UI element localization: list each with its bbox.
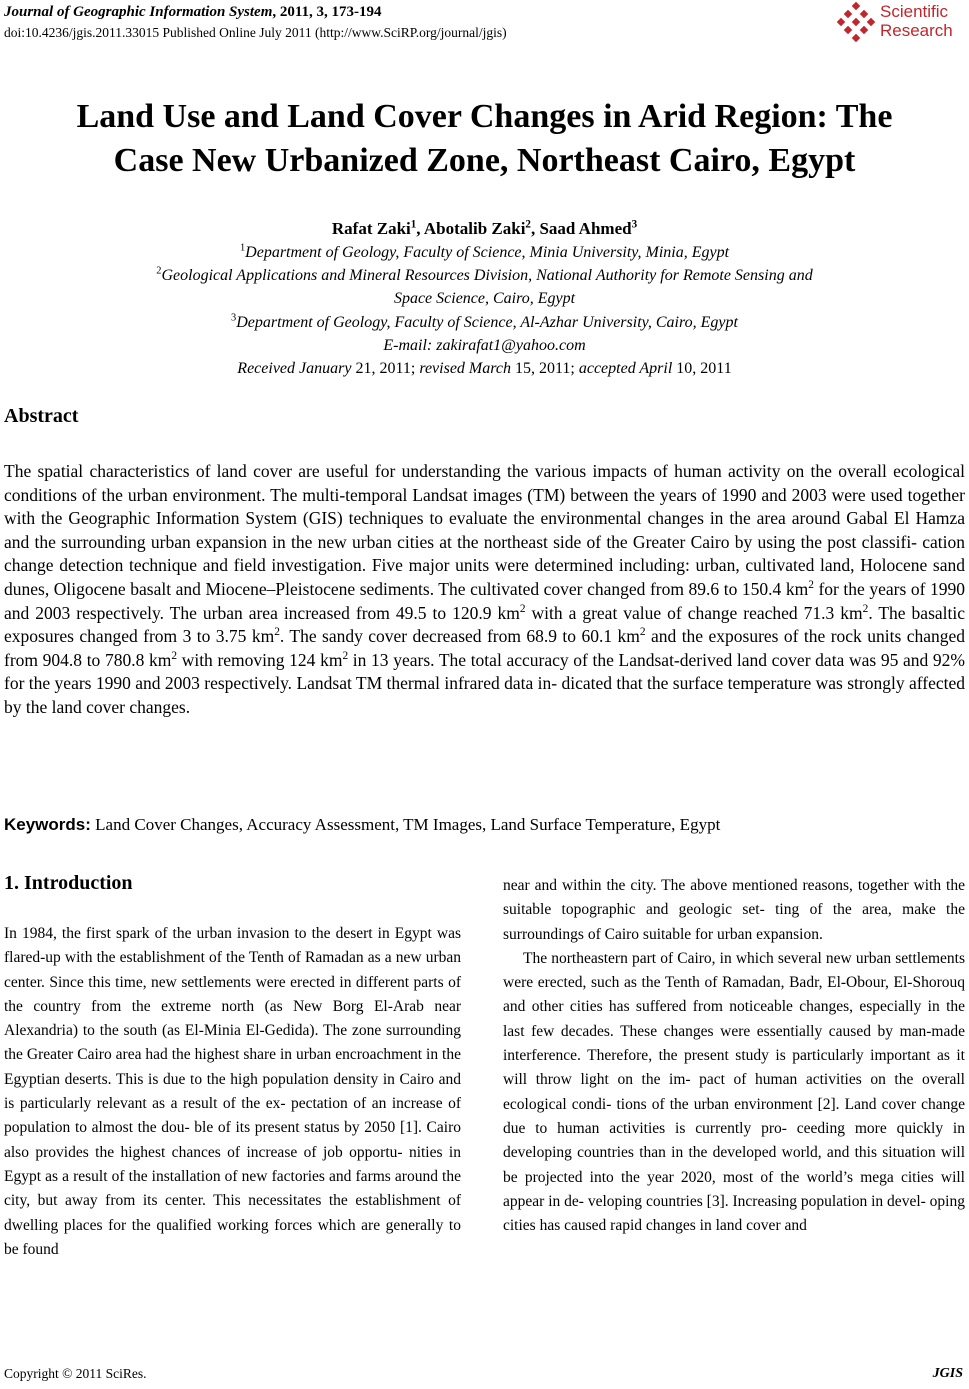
superscript: 2 xyxy=(639,626,646,639)
introduction-heading: 1. Introduction xyxy=(4,872,133,894)
abstract-text: and the exposures of the rock units changed from 904.8 to 780.8 km xyxy=(4,626,965,670)
affiliation-3 xyxy=(0,312,969,333)
author-affiliation-mark: 3 xyxy=(631,218,638,231)
abstract-text: with removing 124 km xyxy=(177,649,343,670)
revised-label: revised March xyxy=(419,360,511,377)
publisher-logo-line2: Research xyxy=(880,21,953,40)
superscript: 2 xyxy=(342,649,349,662)
publisher-logo-icon xyxy=(837,1,877,43)
publisher-logo-line1: Scientific xyxy=(880,2,949,21)
abstract-heading: Abstract xyxy=(4,405,79,427)
affiliation-2-continued: Space Science, Cairo, Egypt xyxy=(393,290,576,307)
affiliation-mark: 1 xyxy=(239,242,246,254)
paper-title-line1: Land Use and Land Cover Changes in Arid Region: The xyxy=(76,98,893,135)
abstract-text: The spatial characteristics of land cover are useful for understanding the various impacts of human activity on the overall ecological conditions of the urban environment. The multi-temporal Landsat images (TM) between the years of 1990 and 2003 were used together with the Geographic Information System (GIS) techniques to evaluate the environmental changes in the area around Gabal El Hamza and the surrounding urban expansion in the new urban cities at the northeast side of the Greater Cairo by using the post classifi- cation change detection technique and field investigation. Five major units were determined including: urban, cultivated land, Holocene sand dunes, Oligocene basalt and Miocene–Pleistocene sediments. The cultivated cover changed from 89.6 to 150.4 km xyxy=(4,461,965,599)
revised-date: 15, 2011; xyxy=(510,360,579,377)
paper-title-line2: Case New Urbanized Zone, Northeast Cairo, Egypt xyxy=(113,142,856,179)
left-column xyxy=(4,922,461,1262)
author-name: Rafat Zaki xyxy=(331,219,411,238)
author-separator: , xyxy=(530,219,540,238)
affiliation-mark: 3 xyxy=(231,312,237,324)
keywords xyxy=(4,815,720,835)
affiliation-text: Geological Applications and Mineral Resources Division, National Authority for Remote Sensing and xyxy=(161,267,813,284)
publisher-logo xyxy=(837,1,963,43)
body-paragraph: near and within the city. The above mentioned reasons, together with the suitable topographic and geologic set- ting of the area, make the surroundings of Cairo suitable for urban expansion. xyxy=(503,877,965,943)
received-date: 21, 2011; xyxy=(351,360,420,377)
abstract-paragraph xyxy=(4,460,965,720)
copyright-notice: Copyright © 2011 SciRes. xyxy=(4,1366,147,1381)
affiliation-text: Department of Geology, Faculty of Science, Minia University, Minia, Egypt xyxy=(245,244,730,261)
superscript: 2 xyxy=(862,602,869,615)
affiliation-mark: 2 xyxy=(156,265,162,277)
author-separator: , xyxy=(416,219,424,238)
author-name: Saad Ahmed xyxy=(539,219,632,238)
affiliation-1 xyxy=(0,242,969,263)
body-paragraph: The northeastern part of Cairo, in which several new urban settlements were erected, such as the Tenth of Ramadan, Badr, El-Obour, El-Shorouq and other cities has suffered from noticeable changes, especially in the last few decades. These changes were essentially caused by man-made interference. Therefore, the present study is particularly important as it will throw light on the im- pact of human activities on the overall ecological condi- tions of the urban environment [2]. Land cover change due to human activities is currently pro- ceeding more quickly in developing countries than in the developed world, and this situation will be projected into the year 2020, most of the world’s mega cities will appear in de- veloping countries [3]. Increasing population in devel- oping cities has caused rapid changes in land cover and xyxy=(503,949,965,1235)
abstract-body xyxy=(4,460,965,720)
paper-title xyxy=(0,95,969,183)
received-label: Received January xyxy=(237,360,352,377)
journal-pages: , 2011, 3, 173-194 xyxy=(272,4,382,20)
abstract-text: in 13 years. The total accuracy of the Landsat-derived land cover data was 95 and 92% for the years 1990 and 2003 respectively. Landsat TM thermal infrared data in- dicated that the surface temperature was strongly affected by the land cover changes. xyxy=(4,649,965,717)
author-name: Abotalib Zaki xyxy=(423,219,526,238)
abstract-text: . The basaltic exposures changed from 3 to 3.75 km xyxy=(4,602,965,647)
superscript: 2 xyxy=(808,579,814,592)
right-column xyxy=(503,874,965,1238)
author-affiliation-mark: 2 xyxy=(525,218,531,231)
author-email xyxy=(0,335,969,356)
doi-line: doi:10.4236/jgis.2011.33015 Published Online July 2011 (http://www.SciRP.org/journal/jgis) xyxy=(4,25,507,40)
superscript: 2 xyxy=(171,649,178,662)
journal-citation xyxy=(4,4,382,21)
received-dates xyxy=(0,358,969,379)
email-address: : zakirafat1@yahoo.com xyxy=(426,337,586,354)
accepted-label: accepted April xyxy=(578,360,673,377)
author-list xyxy=(0,219,969,239)
accepted-date: 10, 2011 xyxy=(672,360,732,377)
abstract-text: for the years of 1990 and 2003 respectively. The urban area increased from 49.5 to 120.9 km xyxy=(4,578,965,623)
superscript: 2 xyxy=(274,626,280,639)
keywords-text: Land Cover Changes, Accuracy Assessment, TM Images, Land Surface Temperature, Egypt xyxy=(90,815,721,834)
superscript: 2 xyxy=(519,602,526,615)
body-paragraph: In 1984, the first spark of the urban invasion to the desert in Egypt was flared-up with the establishment of the Tenth of Ramadan as a new urban center. Since this time, new settlements were erected in different parts of the country from the extreme north (as New Borg El-Arab near Alexandria) to the south (as El-Minia El-Gedida). The zone surrounding the Greater Cairo area had the highest share in urban encroachment in the Egyptian deserts. This is due to the high population density in Cairo and is particularly relevant as a result of the ex- pectation of an increase of population to almost the dou- ble of its present status by 2050 [1]. Cairo also provides the highest chances of increase of job opportu- nities in Egypt as a result of the installation of new factories and farms around the city, but away from its center. This necessitates the establishment of dwelling places for the qualified working forces which are generally to be found xyxy=(4,925,461,1258)
affiliation-2 xyxy=(0,265,969,286)
author-affiliation-mark: 1 xyxy=(410,218,417,231)
affiliation-text: Department of Geology, Faculty of Science, Al-Azhar University, Cairo, Egypt xyxy=(236,314,738,331)
abstract-text: with a great value of change reached 71.3 km xyxy=(525,602,863,623)
journal-abbreviation: JGIS xyxy=(932,1366,963,1381)
journal-name: Journal of Geographic Information System xyxy=(4,4,273,20)
abstract-text: . The sandy cover decreased from 68.9 to 60.1 km xyxy=(279,626,640,647)
keywords-label: Keywords: xyxy=(4,815,91,834)
email-label: E-mail xyxy=(383,337,427,354)
